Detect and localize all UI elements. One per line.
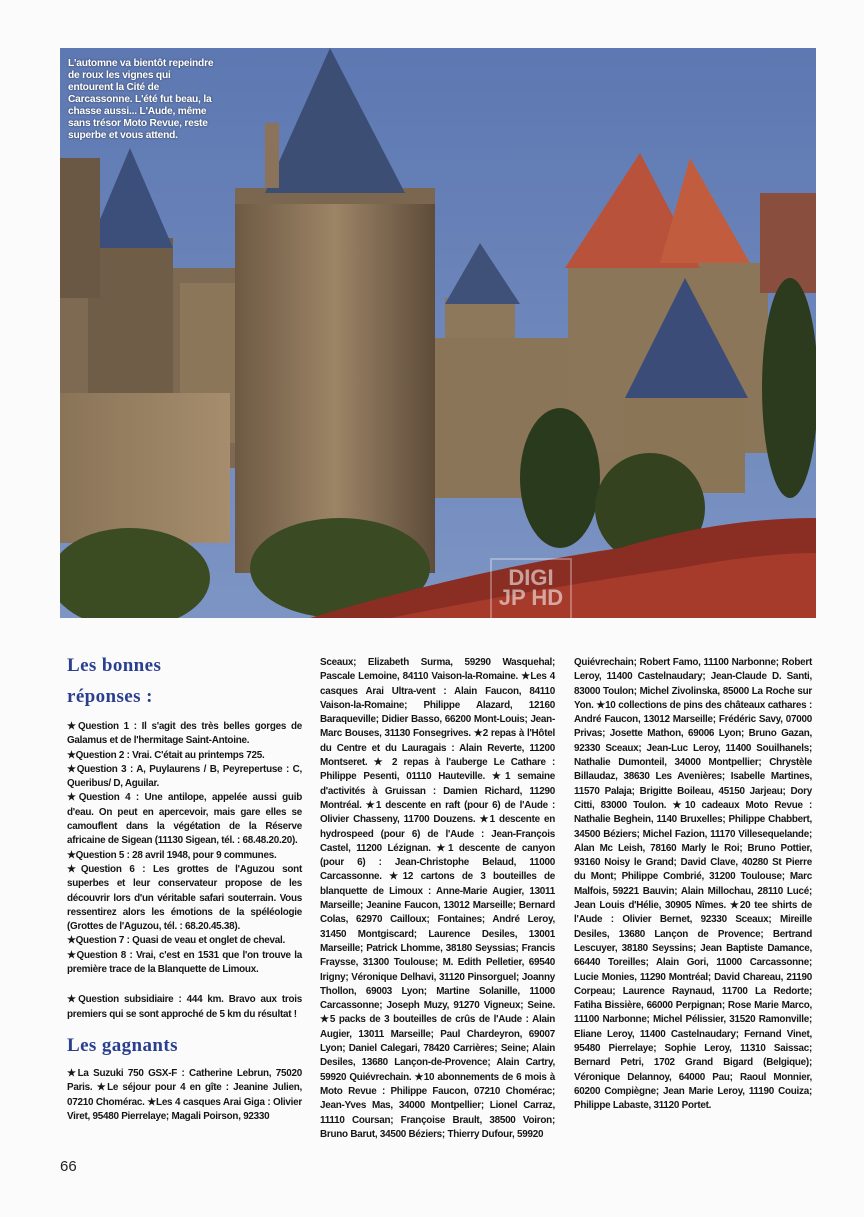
photo-caption: L'automne va bientôt repeindre de roux les vignes qui entourent la Cité de Carcassonne. L'été fut beau, la chasse aussi... L'Aude, même sans trésor Moto Revue, reste superbe et vous attend. xyxy=(68,58,214,141)
spacer xyxy=(67,977,302,993)
answers-heading-line2: réponses : xyxy=(67,686,153,707)
answer-item: ★Question 2 : Vrai. C'était au printemps 725. xyxy=(67,749,265,761)
castle-photo xyxy=(60,48,816,618)
subsidiary-answer: ★Question subsidiaire : 444 km. Bravo aux trois premiers qui se sont approché de 5 km du résultat ! xyxy=(67,994,302,1020)
winners-text-col1: ★La Suzuki 750 GSX-F : Catherine Lebrun, 75020 Paris. ★Le séjour pour 4 en gîte : Jeanine Julien, 07210 Chomérac. ★Les 4 casques Arai Giga : Olivier Viret, 95480 Pierrelaye; Magali Poirson, 92330 xyxy=(67,1067,302,1122)
winners-heading: Les gagnants xyxy=(67,1034,178,1056)
answer-item: ★Question 4 : Une antilope, appelée aussi guib d'eau. On peut en apercevoir, mais gare elles se camouflent dans la végétation de la Réserve africaine de Sigean (11130 Sigean, tél. : 68.48.20.20). xyxy=(67,792,302,847)
answer-item: ★Question 7 : Quasi de veau et onglet de cheval. xyxy=(67,935,286,947)
answer-item: ★Question 3 : A, Puylaurens / B, Peyrepertuse : C, Queribus/ D, Aguilar. xyxy=(67,763,302,790)
winners-text-col2: Sceaux; Elizabeth Surma, 59290 Wasquehal; Pascale Lemoine, 84110 Vaison-la-Romaine. ★Les 4 casques Arai Ultra-vent : Alain Faucon, 84110 Vaison-la-Romaine; Philippe Alazard, 12160 Baraqueville; Didier Basso, 66200 Mont-Louis; Jean-Marc Bouses, 31130 Fonsegrives. ★2 repas à l'Hôtel du Centre et du Lauragais : Alain Reverte, 11200 Montseret. ★ 2 repas à l'auberge Le Cathare : Philippe Pesenti, 01110 Hauteville. ★1 semaine d'activités à Gruissan : Damien Richard, 11290 Montréal. ★1 descente en raft (pour 6) de l'Aude : Olivier Chasseny, 11700 Douzens. ★1 descente en hydrospeed (pour 6) de l'Aude : Jean-François Castel, 11200 Lézignan. ★1 descente de canyon (pour 6) : Jean-Christophe Belaud, 11000 Carcassonne. ★12 cartons de 3 bouteilles de blanquette de Limoux : Anne-Marie Augier, 13011 Marseille; Jeanine Faucon, 13012 Marseille; Bernard Colas, 62970 Cailloux; Fontaines; André Leroy, 31450 Montgiscard; Laurence Desiles, 13001 Marseille; Patrick Lhomme, 38180 Seyssias; Francis Fraysse, 31300 Toulouse; M. Edith Pelletier, 69540 Irigny; Véronique Delhavi, 31120 Pinsorguel; Joanny Thollon, 69003 Lyon; Martine Solanille, 11000 Carcassonne; Joseph Muzy, 91270 Vigneux; Seine. ★5 packs de 3 bouteilles de crûs de l'Aude : Alain Augier, 13011 Marseille; Paul Chardeyron, 69007 Lyon; Daniel Calegari, 78420 Carrières; Seine; Alain Desiles, 13680 Lançon-de-Provence; Alain Cartry, 59920 Quiévrechain. ★10 abonnements de 6 mois à Moto Revue : Philippe Faucon, 07210 Chomérac; Jean-Yves Mas, 34000 Montpellier; Lionel Carraz, 11110 Coursan; Françoise Brault, 38500 Voiron; Bruno Barut, 34500 Béziers; Thierry Dufour, 59920 xyxy=(320,657,555,1140)
answer-item: ★Question 5 : 28 avril 1948, pour 9 communes. xyxy=(67,849,277,861)
answer-item: ★Question 1 : Il s'agit des très belles gorges de Galamus et de l'hermitage Saint-Antoine. xyxy=(67,721,302,747)
column-3 xyxy=(574,656,812,1114)
answer-item: ★Question 8 : Vrai, c'est en 1531 que l'on trouve la première trace de la Blanquette de Limoux. xyxy=(67,949,302,976)
column-1 xyxy=(67,650,302,1124)
column-2 xyxy=(320,656,555,1142)
winners-text-col3: Quiévrechain; Robert Famo, 11100 Narbonne; Robert Leroy, 11400 Castelnaudary; Jean-Claude D. Santi, 83000 Toulon; Michel Zivolinska, 85000 La Roche sur Yon. ★10 collections de pins des châteaux cathares : André Faucon, 13012 Marseille; Frédéric Savy, 07000 Privas; Josette Mathon, 69006 Lyon; Bruno Gazan, 92330 Sceaux; Jean-Luc Leroy, 11400 Souilhanels; Nathalie Dumonteil, 34000 Montpellier; Chrystèle Billaudaz, 38630 Les Avenières; Isabelle Martines, 11570 Palaja; Brigitte Boileau, 45150 Jarjeau; Dory Citti, 83000 Toulon. ★10 cadeaux Moto Revue : Nathalie Beghein, 1140 Bruxelles; Philippe Chabbert, 34500 Béziers; Michel Fazion, 11170 Villesequelande; Alan Mc Leish, 78160 Marly le Roi; Bruno Pottier, 93160 Noisy le Grand; David Clave, 40280 St Pierre du Mont; Philippe Combrié, 31200 Toulouse; Marc Malfois, 59221 Bauvin; Alain Millochau, 28110 Lucé; Jean Louis d'Hélie, 30905 Nîmes. ★20 tee shirts de l'Aude : Olivier Bernet, 92330 Sceaux; Mireille Desiles, 13680 Lançon de Provence; Bertrand Lescuyer, 38180 Seyssins; Jean Baptiste Damance, 66440 Toreilles; Alain Gori, 11000 Carcassonne; Lucie Monies, 11290 Montréal; David Chareau, 21190 Corpeau; Laurence Raynaud, 11700 La Redorte; Fatiha Bissière, 66000 Perpignan; Rose Marie Marco, 11100 Narbonne; Michel Pélissier, 31520 Ramonville; Eliane Leroy, 11400 Castelnaudary; Fernand Vinet, 95480 Pierrelaye; Sophie Leroy, 11310 Saissac; Bernard Petri, 1702 Grand Bigard (Belgique); Véronique Delannoy, 64000 Pau; Raoul Monnier, 60200 Compiègne; Jean Marie Leroy, 11190 Couiza; Philippe Labaste, 31120 Portet. xyxy=(574,657,812,1112)
watermark-logo: DIGI JP HD xyxy=(490,558,572,618)
page-number: 66 xyxy=(60,1158,77,1175)
answer-item: ★Question 6 : Les grottes de l'Aguzou sont superbes et leur conservateur propose de les découvrir lors d'un véritable safari souterrain. Vous ressentirez alors les émotions de la spéléologie (Grottes de l'Aguzou, tél. : 68.20.45.38). xyxy=(67,863,302,933)
answers-heading-line1: Les bonnes xyxy=(67,655,162,676)
